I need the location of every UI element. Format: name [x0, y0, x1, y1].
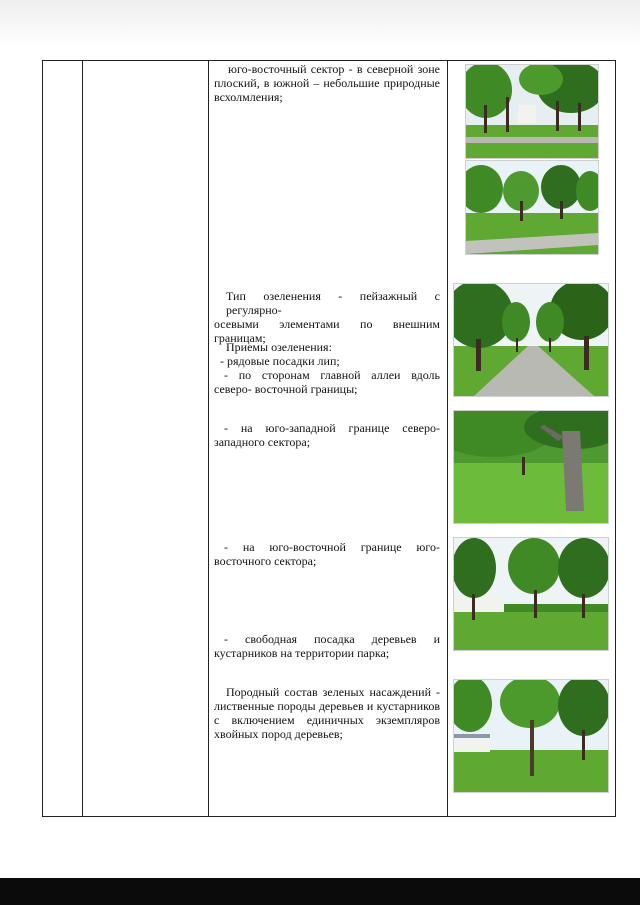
scan-bottom-edge	[0, 878, 640, 905]
photo-park-lawn-house	[465, 64, 599, 159]
text-free-planting: - свободная посадка деревьев и кустарников на территории парка;	[214, 632, 440, 660]
scan-shadow	[0, 0, 640, 46]
text-southwest-border: - на юго-западной границе северо- западного сектора;	[214, 421, 440, 449]
column-divider-2	[208, 60, 209, 817]
text-southeast-border: - на юго-восточной границе юго- восточного сектора;	[214, 540, 440, 568]
text-greening-type: Тип озеленения - пейзажный с регулярно- осевыми элементами по внешним границам;	[214, 289, 440, 345]
table-bottom-border	[42, 816, 616, 817]
column-divider-3	[447, 60, 448, 817]
table-left-border	[42, 60, 43, 817]
text-species-composition: Породный состав зеленых насаждений - лиственные породы деревьев и кустарников с включением единичных экземпляров хвойных пород деревьев;	[214, 685, 440, 741]
column-divider-1	[82, 60, 83, 817]
photo-large-tree-trunk	[453, 410, 609, 524]
text-greening-methods: Приемы озеленения: - рядовые посадки лип; - по сторонам главной аллеи вдоль северо- восточной границы;	[214, 340, 440, 396]
photo-park-lawn-path	[465, 160, 599, 255]
photo-trees-near-building	[453, 537, 609, 651]
photo-linden-alley	[453, 283, 609, 397]
table-right-border	[615, 60, 616, 817]
table-top-border	[42, 60, 616, 61]
text-relief-southeast: юго-восточный сектор - в северной зоне плоский, в южной – небольшие природные всхолмления;	[214, 62, 440, 104]
photo-free-planting	[453, 679, 609, 793]
